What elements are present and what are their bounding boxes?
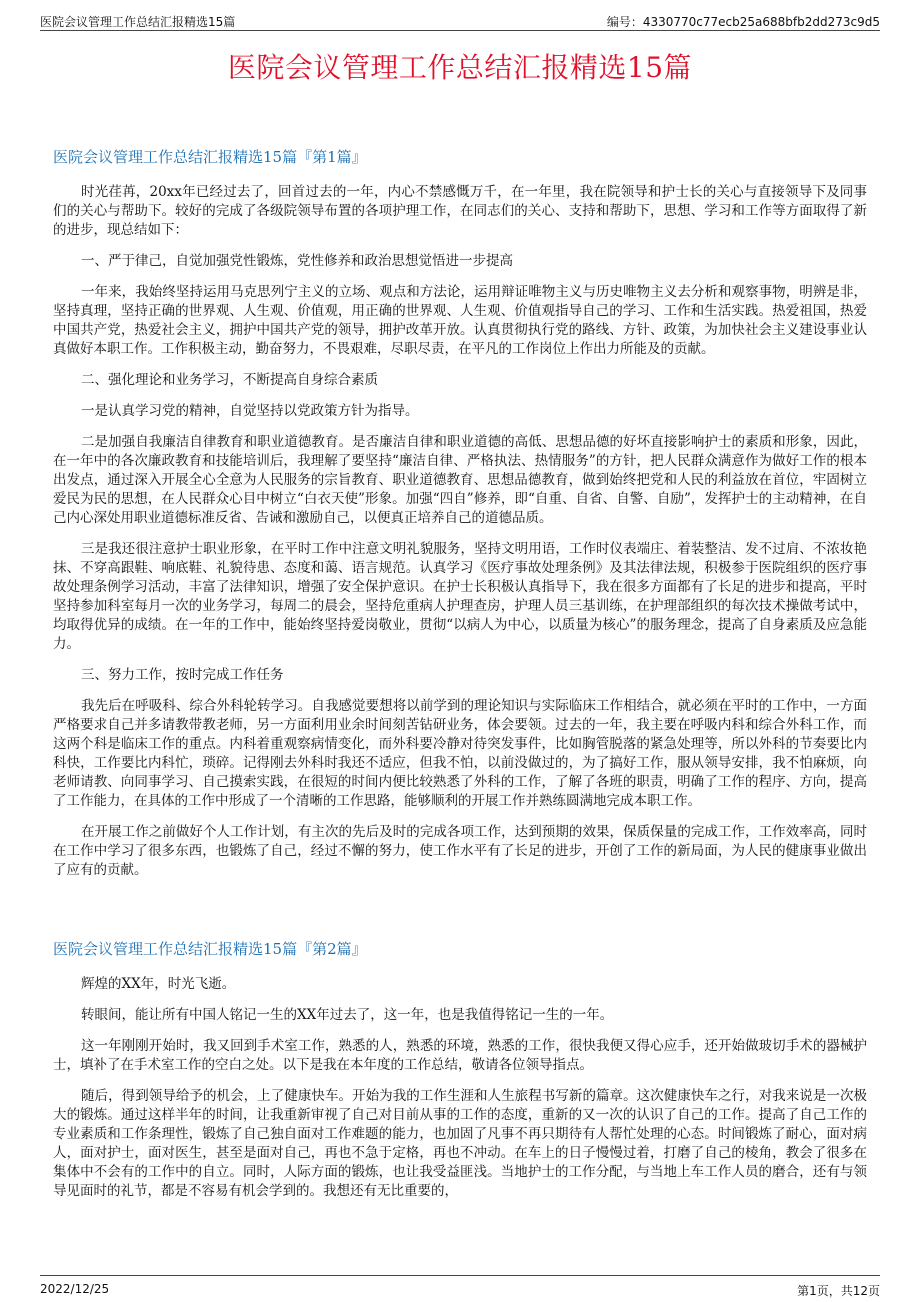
header-doc-title: 医院会议管理工作总结汇报精选15篇 bbox=[40, 15, 236, 29]
page-footer bbox=[40, 1275, 880, 1302]
paragraph: 辉煌的XX年，时光飞逝。 bbox=[81, 976, 236, 992]
header-doc-id: 编号：4330770c77ecb25a688bfb2dd273c9d5 bbox=[606, 15, 880, 29]
section-heading: 医院会议管理工作总结汇报精选15篇『第1篇』 bbox=[53, 148, 367, 166]
paragraph: 这一年刚刚开始时，我又回到手术室工作，熟悉的人，熟悉的环境，熟悉的工作，很快我便又得心应手，还开始做玻切手术的器械护士，填补了在手术室工作的空白之处。以下是我在本年度的工作总结，敬请各位领导指点。 bbox=[53, 1038, 867, 1073]
paragraph: 时光荏苒，20xx年已经过去了，回首过去的一年，内心不禁感慨万千，在一年里，我在院领导和护士长的关心与直接领导下及同事们的关心与帮助下。较好的完成了各级院领导布置的各项护理工作，在同志们的关心、支持和帮助下，思想、学习和工作等方面取得了新的进步，现总结如下： bbox=[53, 184, 867, 238]
subheading: 三、努力工作，按时完成工作任务 bbox=[81, 667, 284, 683]
subheading: 一、严于律己，自觉加强党性锻炼，党性修养和政治思想觉悟进一步提高 bbox=[81, 253, 513, 269]
paragraph: 一是认真学习党的精神，自觉坚持以党政策方针为指导。 bbox=[81, 403, 419, 419]
paragraph: 二是加强自我廉洁自律教育和职业道德教育。是否廉洁自律和职业道德的高低、思想品德的好坏直接影响护士的素质和形象，因此，在一年中的各次廉政教育和技能培训后，我理解了要坚持“廉洁自律、严格执法、热情服务”的方针，把人民群众满意作为做好工作的根本出发点，通过深入开展全心全意为人民服务的宗旨教育、职业道德教育、思想品德教育，做到始终把党和人民的利益放在首位，牢固树立爱民为民的思想，在人民群众心目中树立“白衣天使”形象。加强“四自”修养，即“自重、自省、自警、自励”，发挥护士的主动精神，在自己内心深处用职业道德标准反省、告诫和激励自己，以便真正培养自己的道德品质。 bbox=[53, 434, 867, 526]
footer-page-number: 第1页，共12页 bbox=[797, 1284, 880, 1298]
section-spacer bbox=[53, 892, 867, 938]
document-body bbox=[53, 146, 867, 1213]
page-header bbox=[40, 0, 880, 31]
page-title: 医院会议管理工作总结汇报精选15篇 bbox=[227, 51, 693, 84]
footer-date: 2022/12/25 bbox=[40, 1282, 110, 1296]
subheading: 二、强化理论和业务学习，不断提高自身综合素质 bbox=[81, 372, 378, 388]
paragraph: 一年来，我始终坚持运用马克思列宁主义的立场、观点和方法论，运用辩证唯物主义与历史唯物主义去分析和观察事物，明辨是非，坚持真理，坚持正确的世界观、人生观、价值观，用正确的世界观、人生观、价值观指导自己的学习、工作和生活实践。热爱祖国，热爱中国共产党，热爱社会主义，拥护中国共产党的领导，拥护改革开放。认真贯彻执行党的路线、方针、政策，为加快社会主义建设事业认真做好本职工作。工作积极主动，勤奋努力，不畏艰难，尽职尽责，在平凡的工作岗位上作出力所能及的贡献。 bbox=[53, 284, 867, 357]
paragraph: 转眼间，能让所有中国人铭记一生的XX年过去了，这一年，也是我值得铭记一生的一年。 bbox=[81, 1007, 614, 1023]
paragraph: 我先后在呼吸科、综合外科轮转学习。自我感觉要想将以前学到的理论知识与实际临床工作相结合，就必须在平时的工作中，一方面严格要求自己并多请教带教老师，另一方面利用业余时间刻苦钻研业务，体会要领。过去的一年，我主要在呼吸内科和综合外科工作，而这两个科是临床工作的重点。内科着重观察病情变化，而外科要冷静对待突发事件，比如胸管脱落的紧急处理等，所以外科的节奏要比内科快，工作要比内科忙，琐碎。记得刚去外科时我还不适应，但我不怕，以前没做过的，为了搞好工作，服从领导安排，我不怕麻烦，向老师请教、向同事学习、自己摸索实践，在很短的时间内便比较熟悉了外科的工作，了解了各班的职责，明确了工作的程序、方向，提高了工作能力，在具体的工作中形成了一个清晰的工作思路，能够顺利的开展工作并熟练圆满地完成本职工作。 bbox=[53, 698, 867, 809]
paragraph: 在开展工作之前做好个人工作计划，有主次的先后及时的完成各项工作，达到预期的效果，保质保量的完成工作，工作效率高，同时在工作中学习了很多东西，也锻炼了自己，经过不懈的努力，使工作水平有了长足的进步，开创了工作的新局面，为人民的健康事业做出了应有的贡献。 bbox=[53, 824, 867, 878]
section-heading: 医院会议管理工作总结汇报精选15篇『第2篇』 bbox=[53, 940, 367, 958]
paragraph: 三是我还很注意护士职业形象，在平时工作中注意文明礼貌服务，坚持文明用语，工作时仪表端庄、着装整洁、发不过肩、不浓妆艳抹、不穿高跟鞋、响底鞋、礼貌待患、态度和蔼、语言规范。认真学习《医疗事故处理条例》及其法律法规，积极参于医院组织的医疗事故处理条例学习活动，丰富了法律知识，增强了安全保护意识。在护士长积极认真指导下，我在很多方面都有了长足的进步和提高，平时坚持参加科室每月一次的业务学习，每周二的晨会，坚持危重病人护理查房，护理人员三基训练，在护理部组织的每次技术操做考试中，均取得优异的成绩。在一年的工作中，能始终坚持爱岗敬业，贯彻“以病人为中心，以质量为核心”的服务理念，提高了自身素质及应急能力。 bbox=[53, 541, 867, 652]
paragraph: 随后，得到领导给予的机会，上了健康快车。开始为我的工作生涯和人生旅程书写新的篇章。这次健康快车之行，对我来说是一次极大的锻炼。通过这样半年的时间，让我重新审视了自己对目前从事的工作的态度，重新的又一次的认识了自己的工作。提高了自己工作的专业素质和工作条理性，锻炼了自己独自面对工作难题的能力，也加固了凡事不再只期待有人帮忙处理的心态。时间锻炼了耐心，面对病人，面对护士，面对医生，甚至是面对自己，再也不急于定格，再也不冲动。在车上的日子慢慢过着，打磨了自己的棱角，教会了很多在集体中不会有的工作中的自立。同时，人际方面的锻炼，也让我受益匪浅。当地护士的工作分配，与当地上车工作人员的磨合，还有与领导见面时的礼节，都是不容易有机会学到的。我想还有无比重要的， bbox=[53, 1088, 867, 1199]
